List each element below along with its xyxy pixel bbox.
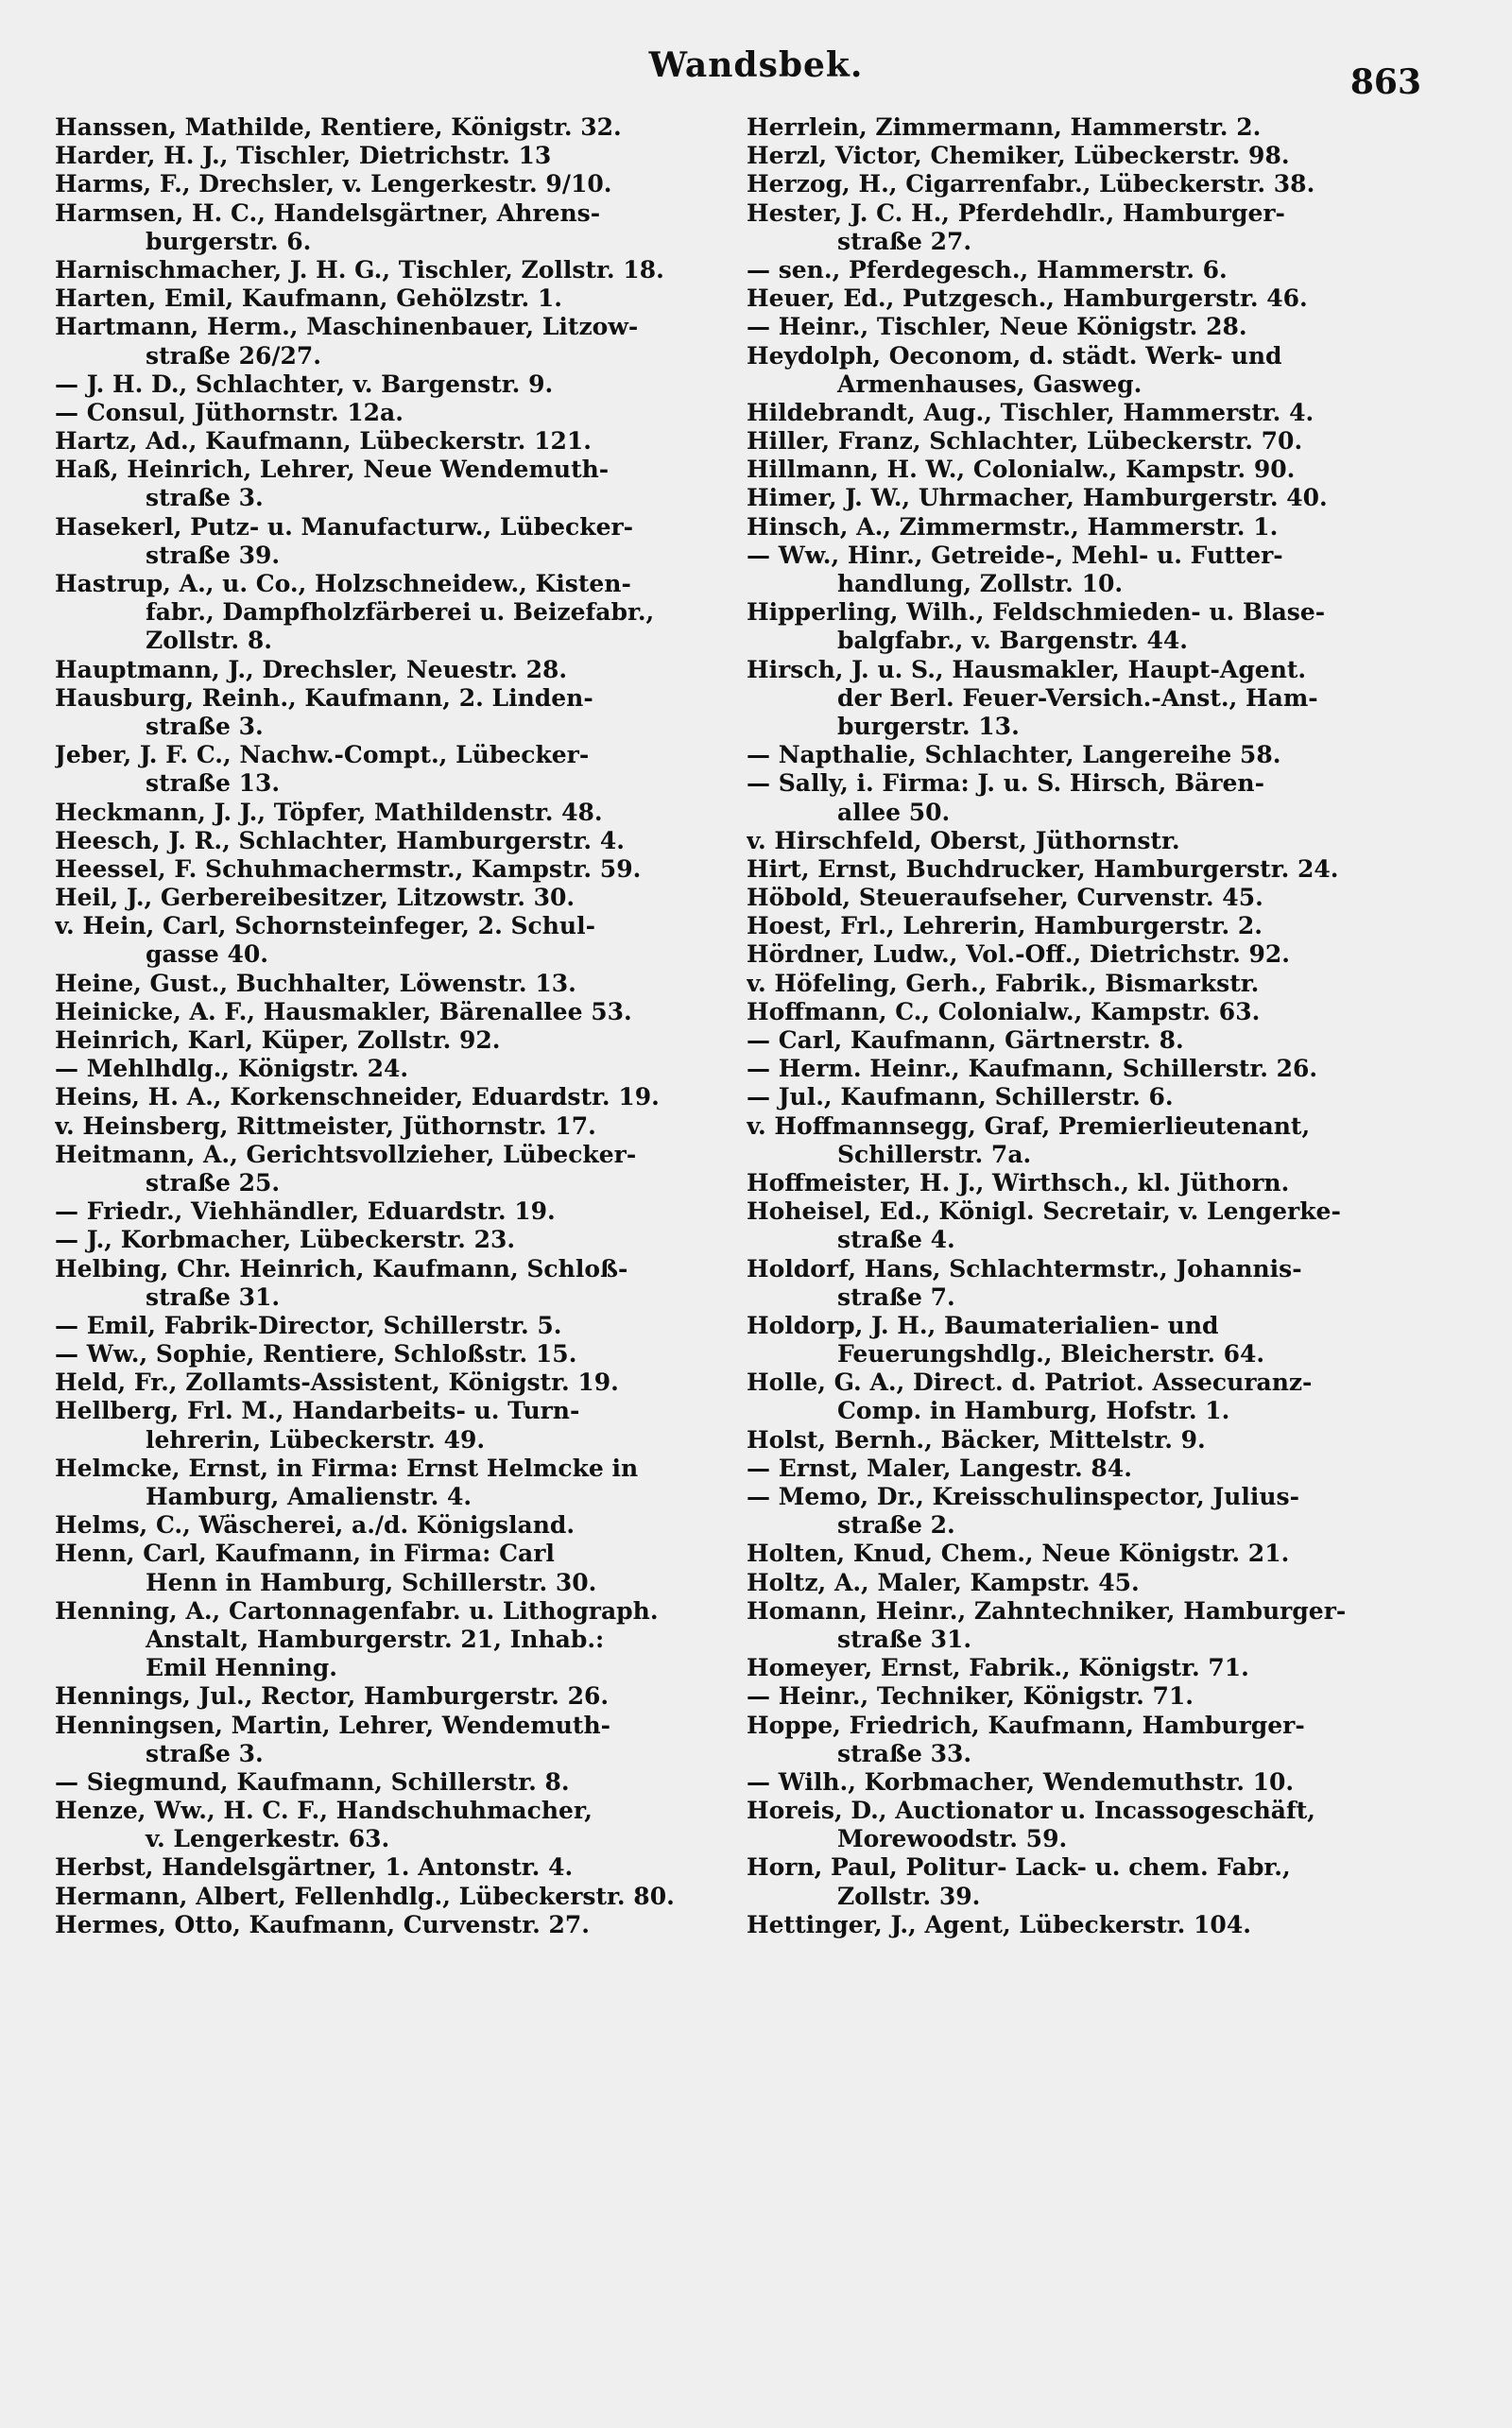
- directory-entry: [747, 1083, 1435, 1111]
- entry-line: straße 13.: [146, 769, 281, 798]
- entry-line: Comp. in Hamburg, Hofstr. 1.: [837, 1397, 1230, 1425]
- entry-line: — Friedr., Viehhändler, Eduardstr. 19.: [55, 1197, 556, 1226]
- entry-line: Henning, A., Cartonnagenfabr. u. Lithograph.: [55, 1596, 659, 1625]
- entry-line: straße 26/27.: [146, 341, 322, 370]
- entry-line: allee 50.: [837, 798, 951, 826]
- entry-line: Hipperling, Wilh., Feldschmieden- u. Blase-: [747, 598, 1326, 627]
- directory-entry: [747, 170, 1435, 198]
- page-number: 863: [1349, 62, 1421, 102]
- entry-line: — Siegmund, Kaufmann, Schillerstr. 8.: [55, 1767, 570, 1796]
- entry-line: Herrlein, Zimmermann, Hammerstr. 2.: [747, 113, 1262, 141]
- directory-entry: [55, 1197, 743, 1226]
- entry-line: Morewoodstr. 59.: [837, 1825, 1068, 1853]
- directory-entry: [55, 1055, 743, 1083]
- entry-line: — Consul, Jüthornstr. 12a.: [55, 398, 404, 426]
- entry-line: Henze, Ww., H. C. F., Handschuhmacher,: [55, 1797, 593, 1825]
- entry-line: Hoffmann, C., Colonialw., Kampstr. 63.: [747, 997, 1261, 1025]
- directory-entry: [55, 1712, 743, 1768]
- entry-line: burgerstr. 6.: [146, 227, 312, 255]
- page-header-title: Wandsbek.: [648, 45, 864, 85]
- entry-line: straße 3.: [146, 1739, 264, 1767]
- entry-line: — Sally, i. Firma: J. u. S. Hirsch, Bären-: [747, 769, 1264, 798]
- entry-line: Homann, Heinr., Zahntechniker, Hamburger-: [747, 1596, 1347, 1625]
- entry-line: v. Hein, Carl, Schornsteinfeger, 2. Schul-: [55, 912, 595, 940]
- entry-line: Armenhauses, Gasweg.: [837, 370, 1143, 398]
- directory-entry: [55, 998, 743, 1026]
- directory-entry: [55, 1768, 743, 1797]
- entry-line: — Heinr., Techniker, Königstr. 71.: [747, 1682, 1194, 1711]
- directory-entry: [747, 1369, 1435, 1425]
- entry-line: v. Heinsberg, Rittmeister, Jüthornstr. 17.: [55, 1111, 596, 1140]
- directory-entry: [747, 1055, 1435, 1083]
- entry-line: Hördner, Ludw., Vol.-Off., Dietrichstr. 92.: [747, 940, 1290, 969]
- entry-line: — Mehlhdlg., Königstr. 24.: [55, 1055, 409, 1083]
- directory-entry: [55, 513, 743, 570]
- entry-line: straße 4.: [837, 1226, 955, 1254]
- directory-entry: [747, 484, 1435, 512]
- entry-line: Hoheisel, Ed., Königl. Secretair, v. Lengerke-: [747, 1197, 1341, 1226]
- entry-line: — Ernst, Maler, Langestr. 84.: [747, 1454, 1132, 1482]
- entry-line: Hirt, Ernst, Buchdrucker, Hamburgerstr. 24.: [747, 854, 1339, 883]
- entry-line: Heuer, Ed., Putzgesch., Hamburgerstr. 46.: [747, 284, 1308, 313]
- directory-entry: [747, 1540, 1435, 1568]
- entry-line: Hoest, Frl., Lehrerin, Hamburgerstr. 2.: [747, 912, 1263, 940]
- entry-line: gasse 40.: [146, 940, 268, 969]
- entry-line: Himer, J. W., Uhrmacher, Hamburgerstr. 40.: [747, 484, 1328, 512]
- entry-line: Hester, J. C. H., Pferdehdlr., Hamburger-: [747, 198, 1285, 227]
- directory-entry: [747, 1255, 1435, 1312]
- directory-entry: [55, 1455, 743, 1511]
- directory-entry: [747, 769, 1435, 826]
- directory-entry: [55, 1312, 743, 1340]
- entry-line: straße 27.: [837, 227, 972, 255]
- directory-entry: [55, 1112, 743, 1141]
- entry-line: Emil Henning.: [146, 1654, 337, 1682]
- entry-line: Hasekerl, Putz- u. Manufacturw., Lübecker-: [55, 512, 634, 541]
- entry-line: straße 25.: [146, 1168, 281, 1197]
- entry-line: Höbold, Steueraufseher, Curvenstr. 45.: [747, 884, 1263, 912]
- entry-line: — Napthalie, Schlachter, Langereihe 58.: [747, 741, 1281, 769]
- directory-entry: [747, 142, 1435, 170]
- directory-entry: [747, 1682, 1435, 1711]
- directory-entry: [55, 656, 743, 684]
- directory-entry: [747, 656, 1435, 742]
- entry-line: Henningsen, Martin, Lehrer, Wendemuth-: [55, 1711, 611, 1739]
- directory-entry: [747, 998, 1435, 1026]
- entry-line: Hiller, Franz, Schlachter, Lübeckerstr. 70.: [747, 427, 1303, 456]
- entry-line: v. Lengerkestr. 63.: [146, 1825, 390, 1853]
- entry-line: Schillerstr. 7a.: [837, 1140, 1032, 1168]
- directory-entry: [55, 113, 743, 142]
- directory-entry: [55, 456, 743, 512]
- entry-line: Hoppe, Friedrich, Kaufmann, Hamburger-: [747, 1711, 1305, 1739]
- entry-line: Helms, C., Wäscherei, a./d. Königsland.: [55, 1511, 576, 1540]
- entry-line: Hildebrandt, Aug., Tischler, Hammerstr. 4.: [747, 398, 1314, 426]
- directory-entry: [747, 1197, 1435, 1254]
- entry-line: burgerstr. 13.: [837, 712, 1020, 740]
- directory-entry: [55, 1511, 743, 1540]
- entry-line: Zollstr. 8.: [146, 627, 272, 655]
- directory-entry: [747, 741, 1435, 769]
- directory-entry: [747, 855, 1435, 884]
- directory-entry: [55, 370, 743, 399]
- entry-line: straße 31.: [146, 1283, 281, 1311]
- directory-entry: [55, 142, 743, 170]
- entry-line: — J., Korbmacher, Lübeckerstr. 23.: [55, 1226, 516, 1254]
- entry-line: — Wilh., Korbmacher, Wendemuthstr. 10.: [747, 1767, 1295, 1796]
- directory-entry: [747, 970, 1435, 998]
- entry-line: straße 2.: [837, 1511, 955, 1540]
- entry-line: Harmsen, H. C., Handelsgärtner, Ahrens-: [55, 198, 601, 227]
- entry-line: Harten, Emil, Kaufmann, Gehölzstr. 1.: [55, 284, 563, 313]
- directory-entry: [747, 912, 1435, 940]
- entry-line: Hamburg, Amalienstr. 4.: [146, 1483, 472, 1510]
- directory-entry: [55, 199, 743, 256]
- entry-line: — Ww., Sophie, Rentiere, Schloßstr. 15.: [55, 1340, 577, 1369]
- directory-entry: [747, 1712, 1435, 1768]
- entry-line: Jeber, J. F. C., Nachw.-Compt., Lübecker-: [55, 741, 590, 769]
- directory-entry: [747, 1426, 1435, 1455]
- entry-line: Feuerungshdlg., Bleicherstr. 64.: [837, 1340, 1265, 1369]
- entry-line: Heessel, F. Schuhmachermstr., Kampstr. 59.: [55, 854, 642, 883]
- entry-line: Heydolph, Oeconom, d. städt. Werk- und: [747, 341, 1282, 370]
- left-column: [55, 113, 743, 1939]
- entry-line: Hirsch, J. u. S., Hausmakler, Haupt-Agent.: [747, 655, 1307, 683]
- directory-entry: [747, 827, 1435, 855]
- directory-entry: [747, 1455, 1435, 1483]
- entry-line: Holdorf, Hans, Schlachtermstr., Johannis-: [747, 1254, 1302, 1283]
- directory-entry: [747, 284, 1435, 313]
- entry-line: Heil, J., Gerbereibesitzer, Litzowstr. 30.: [55, 884, 576, 912]
- directory-entry: [747, 1797, 1435, 1853]
- directory-entry: [55, 256, 743, 284]
- entry-line: Hartmann, Herm., Maschinenbauer, Litzow-: [55, 313, 639, 341]
- directory-entry: [55, 1083, 743, 1111]
- entry-line: Holst, Bernh., Bäcker, Mittelstr. 9.: [747, 1425, 1206, 1454]
- entry-line: Henn in Hamburg, Schillerstr. 30.: [146, 1568, 597, 1596]
- directory-entry: [747, 1853, 1435, 1910]
- directory-entry: [747, 598, 1435, 655]
- directory-entry: [55, 741, 743, 798]
- entry-line: Hausburg, Reinh., Kaufmann, 2. Linden-: [55, 683, 593, 712]
- directory-entry: [747, 1768, 1435, 1797]
- entry-line: Helbing, Chr. Heinrich, Kaufmann, Schloß-: [55, 1254, 628, 1283]
- entry-line: — Ww., Hinr., Getreide-, Mehl- u. Futter-: [747, 541, 1283, 569]
- entry-line: Horeis, D., Auctionator u. Incassogeschäft,: [747, 1797, 1316, 1825]
- directory-entry: [747, 256, 1435, 284]
- directory-entry: [747, 313, 1435, 341]
- entry-line: straße 3.: [146, 712, 264, 740]
- entry-line: Hermes, Otto, Kaufmann, Curvenstr. 27.: [55, 1910, 591, 1938]
- entry-line: straße 7.: [837, 1283, 955, 1311]
- directory-entry: [55, 1682, 743, 1711]
- entry-line: — Heinr., Tischler, Neue Königstr. 28.: [747, 313, 1247, 341]
- entry-line: Hillmann, H. W., Colonialw., Kampstr. 90.: [747, 456, 1296, 484]
- entry-line: — Herm. Heinr., Kaufmann, Schillerstr. 26.: [747, 1055, 1318, 1083]
- entry-line: der Berl. Feuer-Versich.-Anst., Ham-: [837, 683, 1318, 712]
- entry-line: Hanssen, Mathilde, Rentiere, Königstr. 32.: [55, 113, 622, 141]
- directory-entry: [55, 970, 743, 998]
- entry-line: straße 3.: [146, 484, 264, 512]
- entry-line: Hoffmeister, H. J., Wirthsch., kl. Jüthorn.: [747, 1168, 1290, 1197]
- entry-line: Heins, H. A., Korkenschneider, Eduardstr. 19.: [55, 1083, 660, 1111]
- entry-line: — Carl, Kaufmann, Gärtnerstr. 8.: [747, 1026, 1184, 1054]
- directory-entry: [55, 827, 743, 855]
- directory-entry: [747, 1911, 1435, 1939]
- directory-entry: [747, 427, 1435, 456]
- directory-entry: [55, 1597, 743, 1683]
- directory-entry: [55, 1883, 743, 1911]
- entry-line: straße 31.: [837, 1625, 972, 1653]
- directory-entry: [747, 884, 1435, 912]
- directory-entry: [55, 912, 743, 969]
- directory-entry: [55, 570, 743, 656]
- entry-line: Haß, Heinrich, Lehrer, Neue Wendemuth-: [55, 456, 610, 484]
- entry-line: straße 39.: [146, 541, 281, 569]
- directory-entry: [55, 1853, 743, 1882]
- directory-entry: [55, 1340, 743, 1369]
- entry-line: Harms, F., Drechsler, v. Lengerkestr. 9/10.: [55, 170, 612, 198]
- entry-line: Harnischmacher, J. H. G., Tischler, Zollstr. 18.: [55, 255, 664, 284]
- directory-entry: [55, 855, 743, 884]
- entry-line: Herbst, Handelsgärtner, 1. Antonstr. 4.: [55, 1853, 574, 1882]
- directory-entry: [747, 542, 1435, 598]
- entry-line: — Emil, Fabrik-Director, Schillerstr. 5.: [55, 1311, 562, 1339]
- entry-line: Heitmann, A., Gerichtsvollzieher, Lübecker-: [55, 1140, 637, 1168]
- entry-line: Homeyer, Ernst, Fabrik., Königstr. 71.: [747, 1654, 1249, 1682]
- entry-line: handlung, Zollstr. 10.: [837, 570, 1124, 597]
- entry-line: — Jul., Kaufmann, Schillerstr. 6.: [747, 1083, 1174, 1111]
- directory-entry: [55, 1540, 743, 1596]
- entry-line: Heinrich, Karl, Küper, Zollstr. 92.: [55, 1026, 501, 1054]
- entry-line: Hauptmann, J., Drechsler, Neuestr. 28.: [55, 655, 568, 683]
- directory-entry: [747, 113, 1435, 142]
- entry-line: Hastrup, A., u. Co., Holzschneidew., Kisten-: [55, 570, 631, 597]
- entry-line: Henn, Carl, Kaufmann, in Firma: Carl: [55, 1540, 555, 1568]
- directory-entry: [55, 1797, 743, 1853]
- directory-entry: [55, 1911, 743, 1939]
- directory-entry: [747, 1597, 1435, 1654]
- directory-entry: [55, 684, 743, 741]
- directory-entry: [747, 940, 1435, 969]
- entry-line: Held, Fr., Zollamts-Assistent, Königstr. 19.: [55, 1369, 619, 1397]
- entry-line: Horn, Paul, Politur- Lack- u. chem. Fabr.,: [747, 1853, 1291, 1882]
- entry-line: Hermann, Albert, Fellenhdlg., Lübeckerstr. 80.: [55, 1882, 675, 1910]
- directory-entry: [55, 284, 743, 313]
- directory-entry: [747, 342, 1435, 399]
- entry-line: Hennings, Jul., Rector, Hamburgerstr. 26.: [55, 1682, 610, 1711]
- entry-line: Holten, Knud, Chem., Neue Königstr. 21.: [747, 1540, 1290, 1568]
- entry-line: Hellberg, Frl. M., Handarbeits- u. Turn-: [55, 1397, 580, 1425]
- entry-line: v. Hirschfeld, Oberst, Jüthornstr.: [747, 826, 1180, 854]
- right-column: [747, 113, 1435, 1939]
- entry-line: Heinicke, A. F., Hausmakler, Bärenallee 53.: [55, 997, 632, 1025]
- directory-entry: [55, 170, 743, 198]
- directory-entry: [55, 1369, 743, 1397]
- entry-line: Holtz, A., Maler, Kampstr. 45.: [747, 1568, 1140, 1596]
- entry-line: Harder, H. J., Tischler, Dietrichstr. 13: [55, 142, 552, 170]
- directory-entry: [55, 313, 743, 370]
- entry-line: v. Hoffmannsegg, Graf, Premierlieutenant,: [747, 1111, 1311, 1140]
- directory-entry: [55, 1026, 743, 1055]
- entry-line: Zollstr. 39.: [837, 1882, 981, 1910]
- directory-entry: [747, 1569, 1435, 1597]
- directory-entry: [55, 1397, 743, 1454]
- entry-line: lehrerin, Lübeckerstr. 49.: [146, 1425, 486, 1454]
- entry-line: Heesch, J. R., Schlachter, Hamburgerstr. 4.: [55, 826, 625, 854]
- directory-entry: [747, 199, 1435, 256]
- entry-line: Holle, G. A., Direct. d. Patriot. Assecuranz-: [747, 1369, 1313, 1397]
- directory-entry: [55, 1226, 743, 1254]
- entry-line: Hartz, Ad., Kaufmann, Lübeckerstr. 121.: [55, 427, 592, 456]
- directory-entry: [55, 1255, 743, 1312]
- entry-line: balgfabr., v. Bargenstr. 44.: [837, 627, 1188, 655]
- entry-line: Herzl, Victor, Chemiker, Lübeckerstr. 98.: [747, 142, 1290, 170]
- directory-entry: [747, 1112, 1435, 1169]
- directory-entry: [747, 456, 1435, 484]
- entry-line: — sen., Pferdegesch., Hammerstr. 6.: [747, 255, 1228, 284]
- entry-line: Hinsch, A., Zimmermstr., Hammerstr. 1.: [747, 512, 1279, 541]
- entry-line: v. Höfeling, Gerh., Fabrik., Bismarkstr.: [747, 969, 1260, 997]
- directory-entry: [747, 1169, 1435, 1197]
- entry-line: Helmcke, Ernst, in Firma: Ernst Helmcke in: [55, 1454, 639, 1482]
- entry-line: straße 33.: [837, 1739, 972, 1767]
- entry-line: fabr., Dampfholzfärberei u. Beizefabr.,: [146, 598, 655, 627]
- directory-entry: [747, 1312, 1435, 1369]
- entry-line: Hettinger, J., Agent, Lübeckerstr. 104.: [747, 1910, 1251, 1938]
- directory-entry: [55, 1141, 743, 1197]
- directory-entry: [747, 513, 1435, 542]
- directory-entry: [55, 427, 743, 456]
- directory-entry: [747, 1654, 1435, 1682]
- entry-line: Anstalt, Hamburgerstr. 21, Inhab.:: [146, 1625, 605, 1653]
- directory-entry: [747, 1026, 1435, 1055]
- entry-line: Heine, Gust., Buchhalter, Löwenstr. 13.: [55, 969, 576, 997]
- directory-entry: [747, 399, 1435, 427]
- entry-line: Heckmann, J. J., Töpfer, Mathildenstr. 48.: [55, 798, 603, 826]
- entry-line: Herzog, H., Cigarrenfabr., Lübeckerstr. 38.: [747, 170, 1315, 198]
- entry-line: — J. H. D., Schlachter, v. Bargenstr. 9.: [55, 370, 554, 398]
- directory-entry: [55, 399, 743, 427]
- entry-line: Holdorp, J. H., Baumaterialien- und: [747, 1311, 1219, 1339]
- directory-entry: [55, 799, 743, 827]
- entry-line: — Memo, Dr., Kreisschulinspector, Julius-: [747, 1483, 1299, 1510]
- directory-entry: [747, 1483, 1435, 1540]
- directory-entry: [55, 884, 743, 912]
